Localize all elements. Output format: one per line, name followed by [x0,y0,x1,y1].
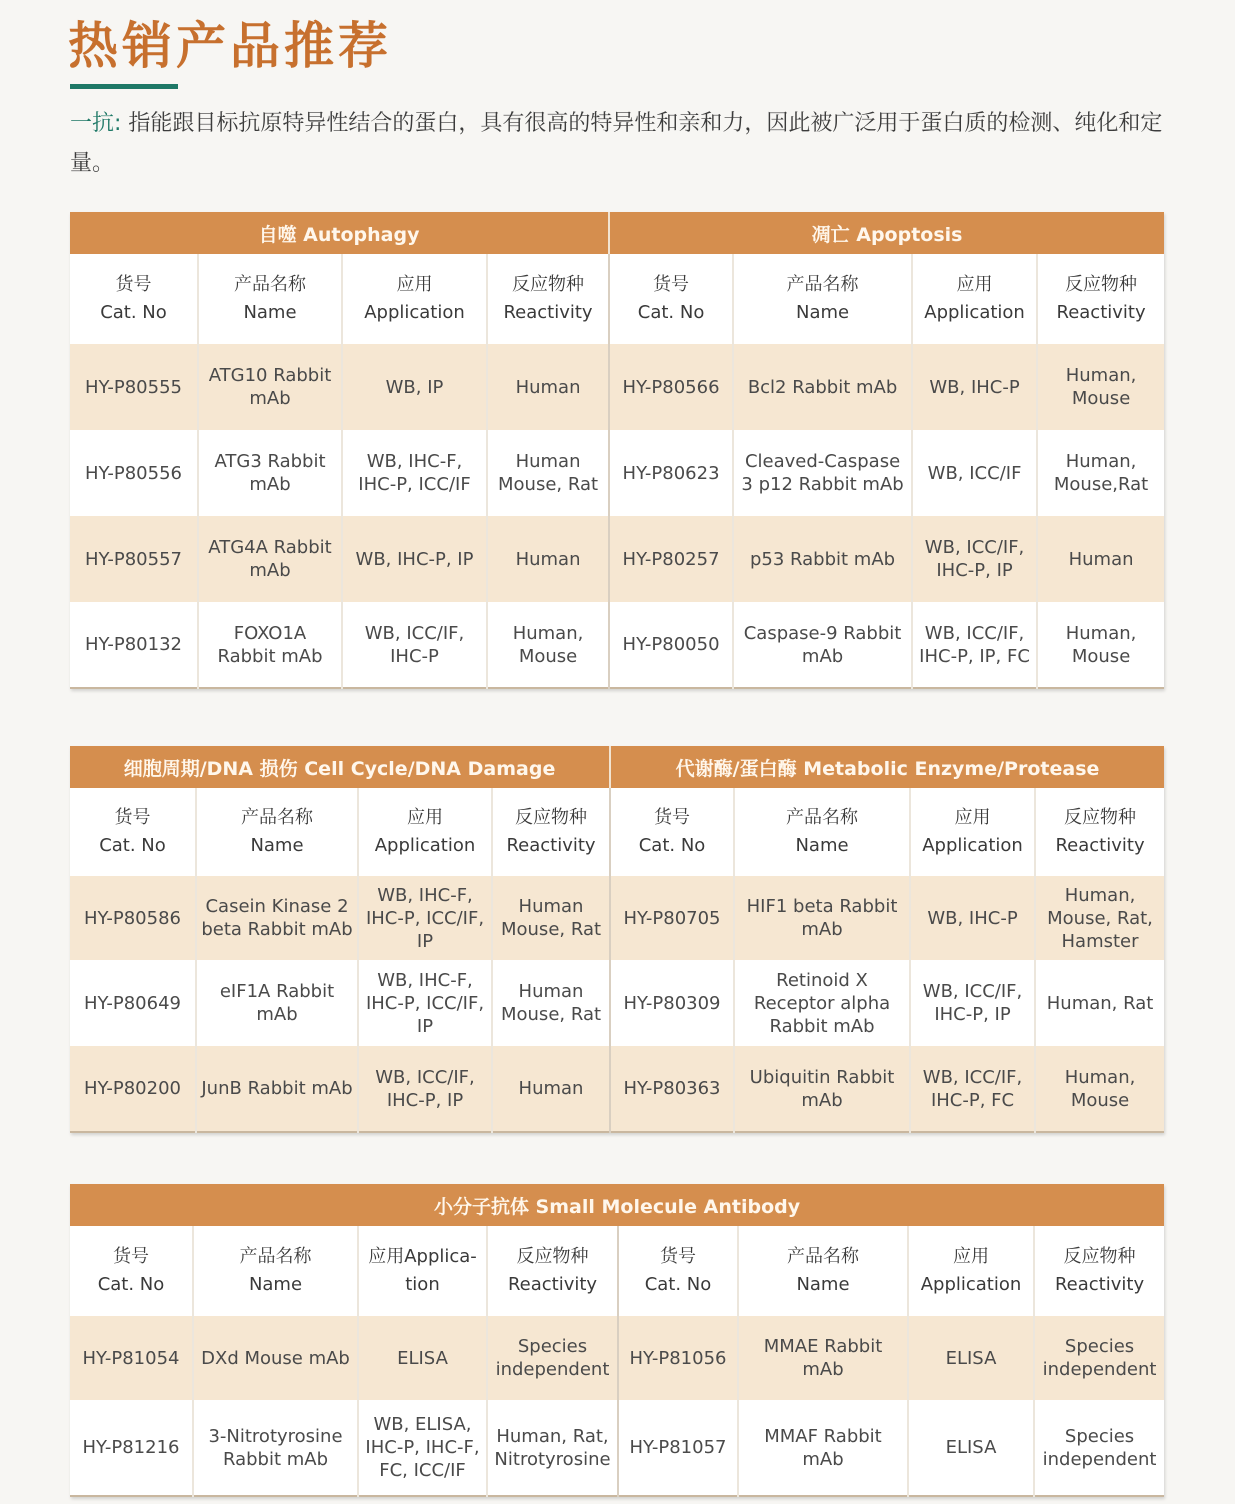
cell-reactivity: Human, Rat, Nitrotyrosine [487,1400,618,1496]
cell-name: DXd Mouse mAb [193,1316,358,1400]
table-header-row [70,254,1164,344]
table-header-row [70,788,1164,876]
cell-cat-no: HY-P81056 [618,1316,738,1400]
cell-application: WB, ICC/IF, IHC-P [342,602,487,688]
cell-application: ELISA [908,1400,1034,1496]
table-row [70,602,1164,688]
cell-application: WB, ICC/IF [912,430,1037,516]
cell-reactivity: Human [492,1046,610,1132]
header-cat-no: 货号 Cat. No [70,254,198,344]
section-title-apoptosis: 凋亡 Apoptosis [609,212,1164,254]
intro-paragraph [70,104,1170,184]
cell-cat-no: HY-P80050 [609,602,733,688]
cell-name: Casein Kinase 2 beta Rabbit mAb [196,876,358,960]
cell-reactivity: Human, Rat [1035,960,1164,1046]
cell-application: WB, ICC/IF, IHC-P, FC [910,1046,1035,1132]
cell-application: WB, IHC-F, IHC-P, ICC/IF [342,430,487,516]
table-row [70,876,1164,960]
cell-reactivity: Human Mouse, Rat [492,876,610,960]
header-name: 产品名称 Name [738,1226,908,1316]
header-reactivity: 反应物种 Reactivity [487,1226,618,1316]
cell-application: ELISA [908,1316,1034,1400]
cell-application: WB, IHC-F, IHC-P, ICC/IF, IP [358,960,492,1046]
cell-reactivity: Human, Mouse,Rat [1037,430,1164,516]
cell-reactivity: Human, Mouse [1035,1046,1164,1132]
cell-application: ELISA [358,1316,487,1400]
cell-cat-no: HY-P81216 [70,1400,193,1496]
cell-cat-no: HY-P80623 [609,430,733,516]
cell-reactivity: Human, Mouse [1037,344,1164,430]
header-name: 产品名称 Name [733,254,912,344]
cell-name: Retinoid X Receptor alpha Rabbit mAb [734,960,910,1046]
header-application: 应用Applica- tion [358,1226,487,1316]
intro-text: 指能跟目标抗原特异性结合的蛋白，具有很高的特异性和亲和力，因此被广泛用于蛋白质的检测、纯化和定量。 [70,111,1163,176]
cell-cat-no: HY-P80557 [70,516,198,602]
header-cat-no: 货号 Cat. No [609,254,733,344]
header-reactivity: 反应物种 Reactivity [487,254,609,344]
header-application: 应用 Application [912,254,1037,344]
cell-cat-no: HY-P80556 [70,430,198,516]
header-cat-no: 货号 Cat. No [70,788,196,876]
intro-lead: 一抗: [70,111,122,136]
cell-application: WB, IHC-P [912,344,1037,430]
table-row [70,516,1164,602]
table-row [70,1400,1164,1496]
cell-cat-no: HY-P81057 [618,1400,738,1496]
cell-reactivity: Human Mouse, Rat [492,960,610,1046]
cell-name: MMAF Rabbit mAb [738,1400,908,1496]
cell-application: WB, IP [342,344,487,430]
header-name: 产品名称 Name [198,254,342,344]
cell-application: WB, IHC-P [910,876,1035,960]
cell-cat-no: HY-P80363 [610,1046,734,1132]
header-reactivity: 反应物种 Reactivity [1034,1226,1164,1316]
header-cat-no: 货号 Cat. No [618,1226,738,1316]
cell-cat-no: HY-P80200 [70,1046,196,1132]
cell-name: JunB Rabbit mAb [196,1046,358,1132]
cell-cat-no: HY-P80257 [609,516,733,602]
cell-name: HIF1 beta Rabbit mAb [734,876,910,960]
header-application: 应用 Application [908,1226,1034,1316]
header-application: 应用 Application [342,254,487,344]
cell-application: WB, IHC-F, IHC-P, ICC/IF, IP [358,876,492,960]
cell-reactivity: Species independent [1034,1400,1164,1496]
section-title-metabolic: 代谢酶/蛋白酶 Metabolic Enzyme/Protease [610,746,1164,788]
cell-cat-no: HY-P80586 [70,876,196,960]
cell-name: Cleaved-Caspase 3 p12 Rabbit mAb [733,430,912,516]
header-reactivity: 反应物种 Reactivity [492,788,610,876]
header-name: 产品名称 Name [196,788,358,876]
cell-cat-no: HY-P80649 [70,960,196,1046]
cell-name: 3-Nitrotyrosine Rabbit mAb [193,1400,358,1496]
cell-name: p53 Rabbit mAb [733,516,912,602]
cell-application: WB, ICC/IF, IHC-P, IP [912,516,1037,602]
cell-reactivity: Species independent [1034,1316,1164,1400]
header-name: 产品名称 Name [193,1226,358,1316]
cell-name: FOXO1A Rabbit mAb [198,602,342,688]
cell-reactivity: Human [487,516,609,602]
header-reactivity: 反应物种 Reactivity [1035,788,1164,876]
cell-reactivity: Human, Mouse, Rat, Hamster [1035,876,1164,960]
cell-name: Caspase-9 Rabbit mAb [733,602,912,688]
cell-reactivity: Human, Mouse [487,602,609,688]
cell-application: WB, ICC/IF, IHC-P, IP [910,960,1035,1046]
cell-reactivity: Species independent [487,1316,618,1400]
header-cat-no: 货号 Cat. No [70,1226,193,1316]
cell-application: WB, ICC/IF, IHC-P, IP [358,1046,492,1132]
cell-reactivity: Human, Mouse [1037,602,1164,688]
cell-name: eIF1A Rabbit mAb [196,960,358,1046]
cell-cat-no: HY-P80132 [70,602,198,688]
cell-cat-no: HY-P80705 [610,876,734,960]
table-row [70,430,1164,516]
section-title-small-molecule: 小分子抗体 Small Molecule Antibody [70,1184,1164,1226]
page-title: 热销产品推荐 [68,17,392,75]
cell-application: WB, IHC-P, IP [342,516,487,602]
product-table-autophagy-apoptosis [70,212,1164,689]
cell-name: Bcl2 Rabbit mAb [733,344,912,430]
cell-name: ATG3 Rabbit mAb [198,430,342,516]
table-row [70,1316,1164,1400]
header-name: 产品名称 Name [734,788,910,876]
cell-name: MMAE Rabbit mAb [738,1316,908,1400]
header-application: 应用 Application [358,788,492,876]
cell-name: ATG10 Rabbit mAb [198,344,342,430]
table-row [70,960,1164,1046]
cell-name: ATG4A Rabbit mAb [198,516,342,602]
product-table-cellcycle-metabolic [70,746,1164,1133]
title-underline [70,84,178,89]
cell-application: WB, ICC/IF, IHC-P, IP, FC [912,602,1037,688]
table-row [70,344,1164,430]
cell-cat-no: HY-P80555 [70,344,198,430]
table-row [70,1046,1164,1132]
cell-reactivity: Human [1037,516,1164,602]
cell-cat-no: HY-P81054 [70,1316,193,1400]
cell-reactivity: Human [487,344,609,430]
section-title-autophagy: 自噬 Autophagy [70,212,609,254]
header-cat-no: 货号 Cat. No [610,788,734,876]
table-header-row [70,1226,1164,1316]
product-table-small-molecule [70,1184,1164,1497]
cell-name: Ubiquitin Rabbit mAb [734,1046,910,1132]
header-application: 应用 Application [910,788,1035,876]
cell-application: WB, ELISA, IHC-P, IHC-F, FC, ICC/IF [358,1400,487,1496]
cell-cat-no: HY-P80566 [609,344,733,430]
header-reactivity: 反应物种 Reactivity [1037,254,1164,344]
cell-cat-no: HY-P80309 [610,960,734,1046]
cell-reactivity: Human Mouse, Rat [487,430,609,516]
section-title-cell-cycle: 细胞周期/DNA 损伤 Cell Cycle/DNA Damage [70,746,610,788]
